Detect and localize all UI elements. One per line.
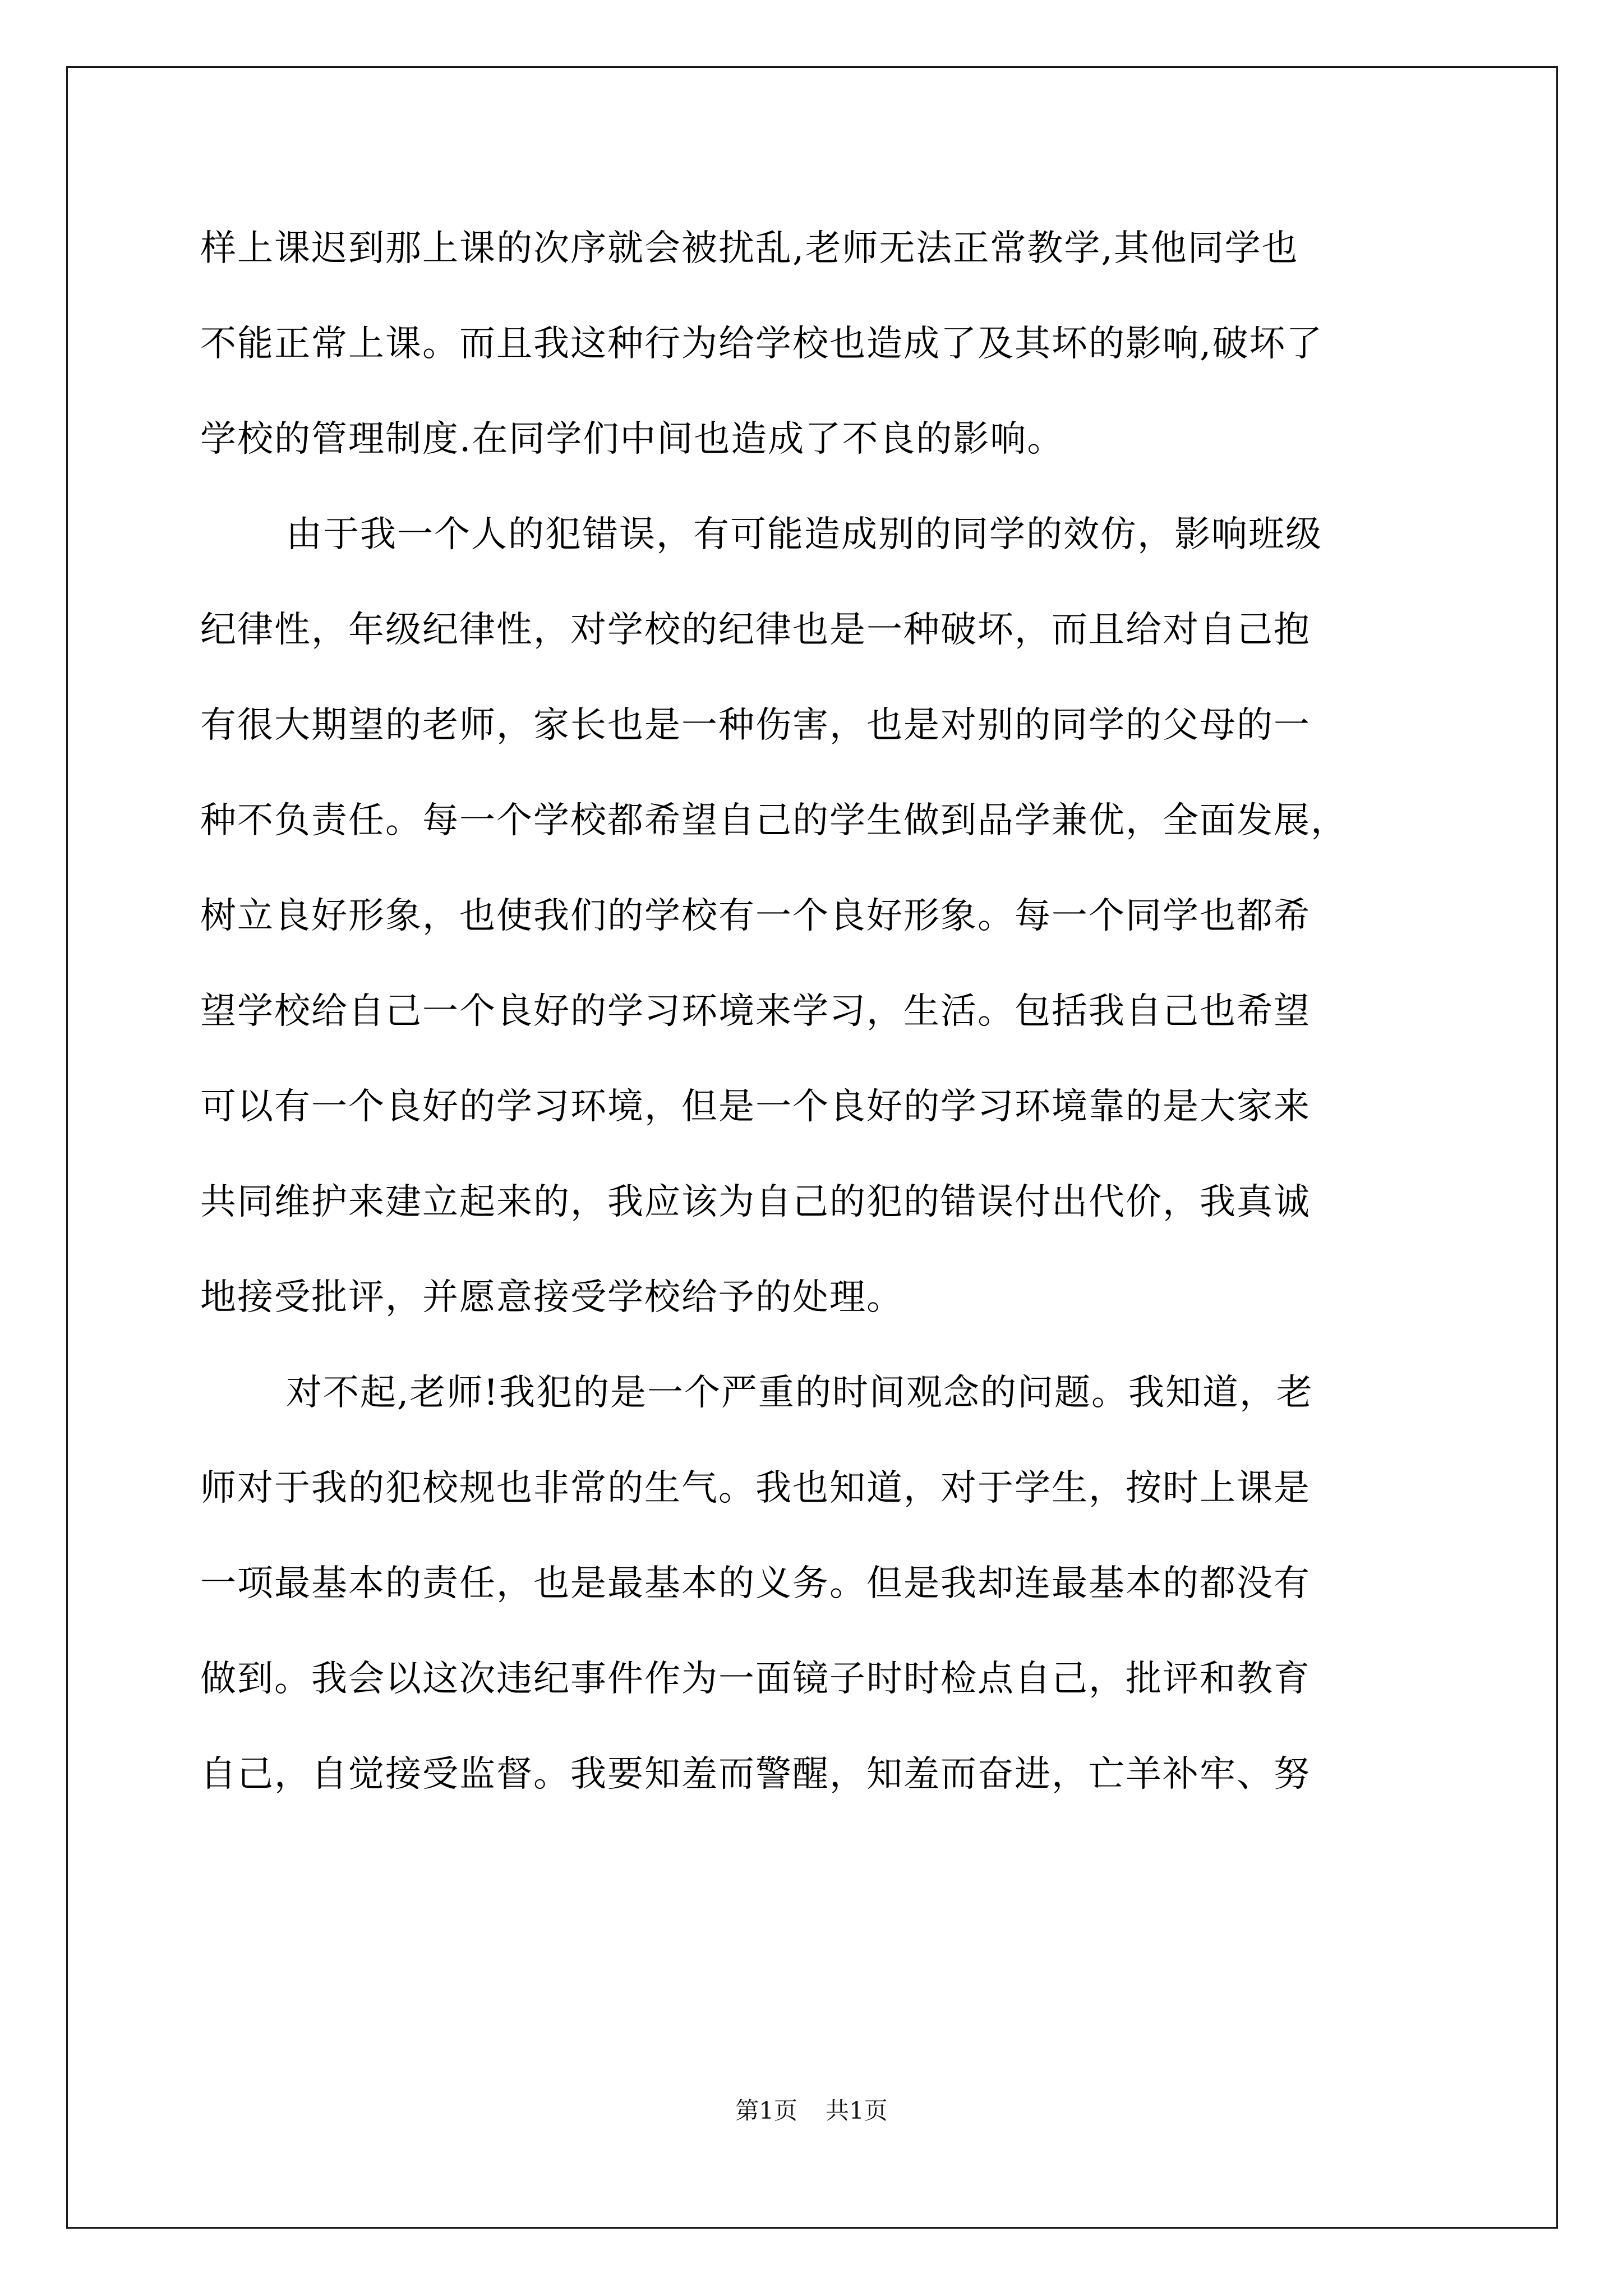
text-line: 学校的管理制度.在同学们中间也造成了不良的影响。 (200, 418, 1064, 460)
text-line: 样上课迟到那上课的次序就会被扰乱,老师无法正常教学,其他同学也 (200, 228, 1299, 269)
text-line: 做到。我会以这次违纪事件作为一面镜子时时检点自己，批评和教育 (200, 1658, 1311, 1700)
text-line: 种不负责任。每一个学校都希望自己的学生做到品学兼优，全面发展， (200, 800, 1348, 841)
paragraph-first-line: 对不起,老师!我犯的是一个严重的时间观念的问题。我知道，老 (286, 1372, 1314, 1414)
text-line: 师对于我的犯校规也非常的生气。我也知道，对于学生，按时上课是 (200, 1467, 1311, 1509)
text-line: 共同维护来建立起来的，我应该为自己的犯的错误付出代价，我真诚 (200, 1181, 1311, 1223)
text-line: 可以有一个良好的学习环境，但是一个良好的学习环境靠的是大家来 (200, 1086, 1311, 1128)
text-line: 纪律性，年级纪律性，对学校的纪律也是一种破坏，而且给对自己抱 (200, 609, 1311, 651)
page-number: 第1页 (735, 2097, 797, 2124)
text-line: 地接受批评，并愿意接受学校给予的处理。 (200, 1277, 903, 1318)
text-line: 自己，自觉接受监督。我要知羞而警醒，知羞而奋进，亡羊补牢、努 (200, 1754, 1311, 1795)
text-line: 树立良好形象，也使我们的学校有一个良好形象。每一个同学也都希 (200, 895, 1311, 937)
page-border (66, 66, 1558, 2229)
text-line: 望学校给自己一个良好的学习环境来学习，生活。包括我自己也希望 (200, 991, 1311, 1032)
paragraph-first-line: 由于我一个人的犯错误，有可能造成别的同学的效仿，影响班级 (286, 514, 1322, 555)
text-line: 一项最基本的责任，也是最基本的义务。但是我却连最基本的都没有 (200, 1563, 1311, 1604)
page-footer (0, 2094, 1623, 2128)
text-line: 有很大期望的老师，家长也是一种伤害，也是对别的同学的父母的一 (200, 705, 1311, 746)
page-total: 共1页 (826, 2097, 888, 2124)
text-line: 不能正常上课。而且我这种行为给学校也造成了及其坏的影响,破坏了 (200, 323, 1324, 365)
